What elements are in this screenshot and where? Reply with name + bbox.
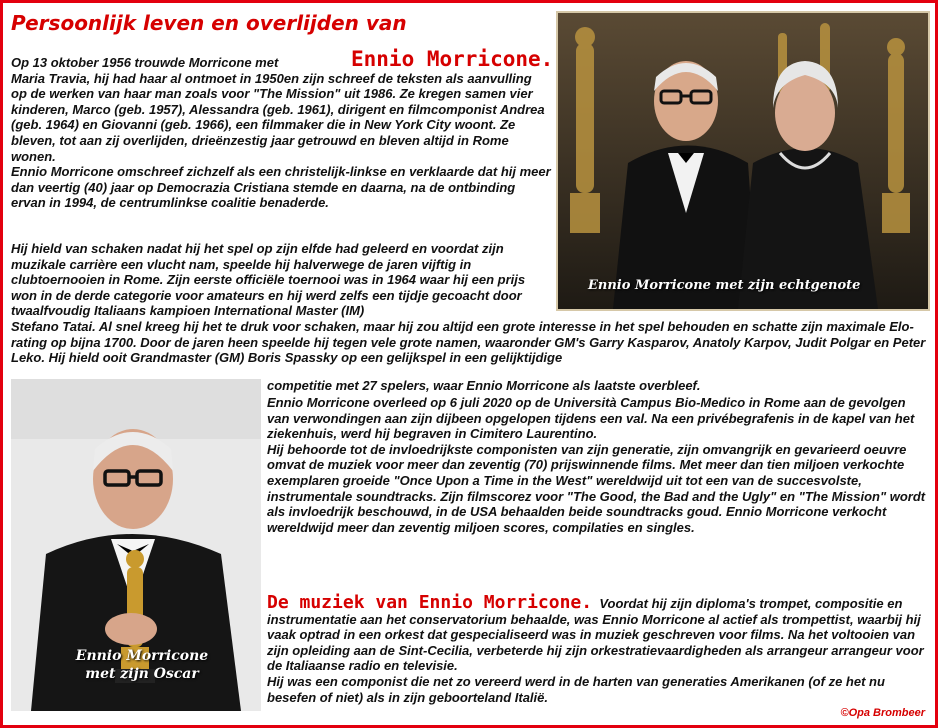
music-paragraph bbox=[267, 592, 931, 674]
chess-paragraph-end: competitie met 27 spelers, waar Ennio Morricone als laatste overbleef. bbox=[267, 378, 701, 393]
copyright-credit: ©Opa Brombeer bbox=[840, 707, 925, 719]
photo-oscar bbox=[11, 379, 261, 711]
photo-couple-caption: Ennio Morricone met zijn echtgenote bbox=[588, 278, 861, 293]
music-closing: Hij was een componist die net zo vereerd werd in de harten van generaties Amerikanen (of ze het nu besefen of niet) als in zijn geboorteland Italië. bbox=[267, 673, 885, 705]
chess-paragraph-continued: Stefano Tatai. Al snel kreeg hij het te druk voor schaken, maar hij zou altijd een grote interesse in het spel behouden en schatte zijn maximale Elo-rating op bijna 1700. Door de jaren heen speelde hij tegen vele grote namen, waaronder GM's Garry Kasparov, Anatoly Karpov, Judit Polgar en Peter Leko. Hij hield ooit Grandmaster (GM) Boris Spassky op een gelijkspel in een gelijktijdige bbox=[11, 319, 926, 366]
photo-couple bbox=[556, 11, 930, 311]
text-block-marriage bbox=[11, 55, 551, 211]
text-block-death bbox=[267, 395, 931, 535]
text-block-music bbox=[267, 592, 931, 705]
photo-oscar-caption bbox=[37, 647, 247, 683]
death-paragraph: Ennio Morricone overleed op 6 juli 2020 op de Università Campus Bio-Medico in Rome aan de gevolgen van verwondingen aan zijn dijbeen opgelopen tijdens een val. Na een privébegrafenis in de kapel van het ziekenhuis, werd hij begraven in Cimitero Laurentino. bbox=[267, 395, 915, 442]
marriage-lead: Op 13 oktober 1956 trouwde Morricone met bbox=[11, 55, 279, 70]
text-block-chess-continued bbox=[11, 319, 931, 366]
photo-oscar-caption-line1: Ennio Morricone bbox=[75, 648, 209, 664]
page-title: Persoonlijk leven en overlijden van bbox=[11, 11, 407, 35]
text-block-chess bbox=[11, 241, 551, 319]
legacy-paragraph: Hij behoorde tot de invloedrijkste componisten van zijn generatie, zijn omvangrijk en gevarieerd oeuvre omvat de muziek voor meer dan zeventig (70) prijswinnende films. Met meer dan tien miljoen verkochte exemplaren groeide "Once Upon a Time in the West" wereldwijd uit tot een van de succesvolste, instrumentale soundtracks. Zijn filmscorez voor "The Good, the Bad and the Ugly" en "The Mission" wordt als invloedrijk beschouwd, in de USA behaalden beide soundtracks goud. Ennio Morricone verkocht wereldwijd meer dan zeventig miljoen scores, compilaties en singles. bbox=[267, 441, 926, 535]
text-block-chess-end bbox=[267, 378, 931, 394]
photo-couple-illustration bbox=[558, 13, 928, 309]
music-heading: De muziek van Ennio Morricone. bbox=[267, 592, 593, 613]
page-subtitle: Ennio Morricone. bbox=[351, 47, 554, 71]
music-text: Voordat hij zijn diploma's trompet, compositie en instrumentatie aan het conservatorium behaalde, was Ennio Morricone al actief als trompettist, waarbij hij vaak optrad in een orkest dat gespecialiseerd was in muziek geschreven voor films. Na het voltooien van zijn opleiding aan de Sint-Cecilia, verbeterde hij zijn orkestratievaardigheden als arrangeur arrangeur voor de Italiaanse radio en televisie. bbox=[267, 596, 924, 674]
marriage-paragraph: Maria Travia, hij had haar al ontmoet in 1950en zijn schreef de teksten als aanvulling op de werken van haar man zoals voor "The Mission" uit 1986. Ze kregen samen vier kinderen, Marco (geb. 1957), Alessandra (geb. 1961), dirigent en filmcomponist Andrea (geb. 1964) en Giovanni (geb. 1966), een filmmaker die in New York City woont. Ze bleven, tot aan zij overlijden, drieënzestig jaar getrouwd en bleven altijd in Rome wonen. bbox=[11, 70, 545, 164]
photo-oscar-caption-line2: met zijn Oscar bbox=[85, 666, 199, 682]
chess-paragraph: Hij hield van schaken nadat hij het spel op zijn elfde had geleerd en voordat zijn muzikale carrière een vlucht nam, speelde hij halverwege de jaren vijftig in clubtoernooien in Rome. Zijn eerste officiële toernooi was in 1964 waar hij een prijs won in de derde categorie voor amateurs en hij werd zelfs een tijdje gecoacht door twaalfvoudig Italiaans kampioen International Master (IM) bbox=[11, 241, 526, 319]
politics-paragraph: Ennio Morricone omschreef zichzelf als een christelijk-linkse en verklaarde dat hij meer dan veertig (40) jaar op Democrazia Cristiana stemde en daarna, na de ontbinding ervan in 1994, de centrumlinkse coalitie benaderde. bbox=[11, 164, 551, 211]
